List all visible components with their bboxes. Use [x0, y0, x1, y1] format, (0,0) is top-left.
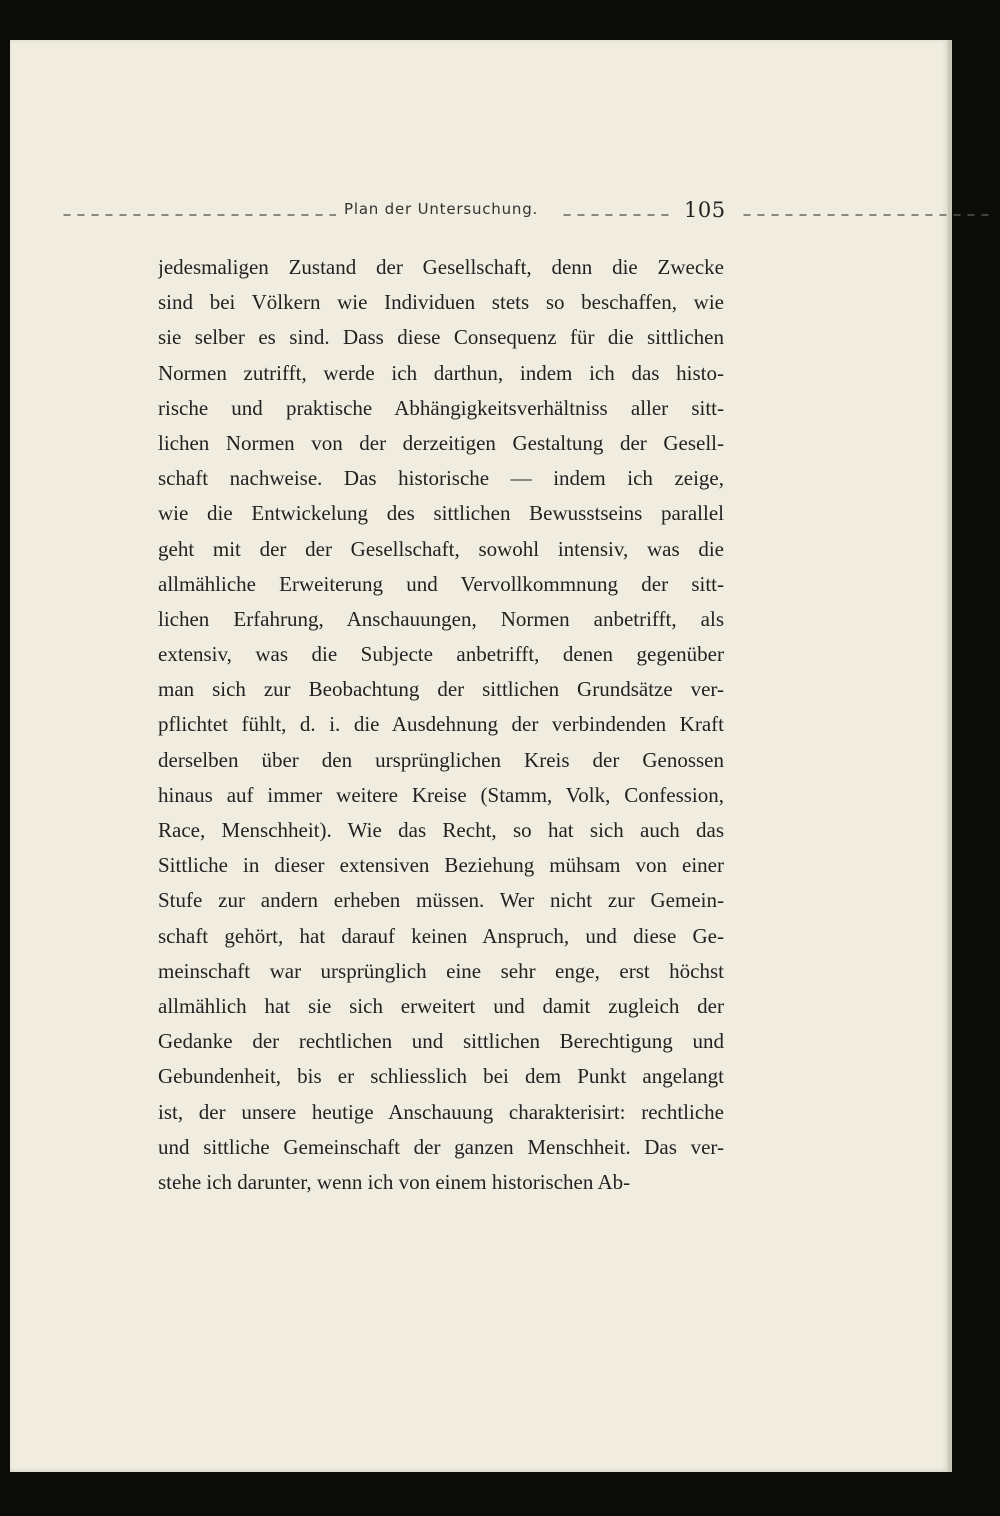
- text-line: Sittliche in dieser extensiven Beziehung mühsam von einer: [158, 853, 724, 878]
- scan-dotted-line-right: [740, 214, 990, 216]
- page-number: 105: [684, 198, 726, 222]
- text-line: schaft nachweise. Das historische — indem ich zeige,: [158, 466, 724, 491]
- text-line: meinschaft war ursprünglich eine sehr enge, erst höchst: [158, 958, 724, 983]
- text-line: pflichtet fühlt, d. i. die Ausdehnung der verbindenden Kraft: [158, 712, 724, 737]
- text-line: Gedanke der rechtlichen und sittlichen Berechtigung und: [158, 1029, 724, 1054]
- text-line: sie selber es sind. Dass diese Consequenz für die sittlichen: [158, 325, 724, 350]
- text-line: allmählich hat sie sich erweitert und damit zugleich der: [158, 993, 724, 1018]
- text-line: Gebundenheit, bis er schliesslich bei dem Punkt angelangt: [158, 1064, 724, 1089]
- running-head: Plan der Untersuchung.: [344, 200, 539, 218]
- text-line: rische und praktische Abhängigkeitsverhältniss aller sitt-: [158, 395, 724, 420]
- text-line: ist, der unsere heutige Anschauung charakterisirt: rechtliche: [158, 1099, 724, 1124]
- text-line: Race, Menschheit). Wie das Recht, so hat sich auch das: [158, 818, 724, 842]
- text-line: jedesmaligen Zustand der Gesellschaft, denn die Zwecke: [158, 255, 724, 279]
- scan-dotted-line-left: [60, 214, 336, 216]
- text-line: und sittliche Gemeinschaft der ganzen Menschheit. Das ver-: [158, 1134, 724, 1159]
- text-line: schaft gehört, hat darauf keinen Anspruch, und diese Ge-: [158, 923, 724, 948]
- scan-dotted-line-middle: [560, 214, 672, 216]
- text-line: allmähliche Erweiterung und Vervollkommnung der sitt-: [158, 571, 724, 596]
- text-line: lichen Erfahrung, Anschauungen, Normen anbetrifft, als: [158, 606, 724, 631]
- text-line: geht mit der der Gesellschaft, sowohl intensiv, was die: [158, 536, 724, 561]
- page-edge: [948, 40, 952, 1472]
- body-text: [158, 250, 724, 1200]
- text-line: wie die Entwickelung des sittlichen Bewusstseins parallel: [158, 501, 724, 526]
- text-line: Stufe zur andern erheben müssen. Wer nicht zur Gemein-: [158, 888, 724, 913]
- text-line: hinaus auf immer weitere Kreise (Stamm, Volk, Confession,: [158, 782, 724, 807]
- text-line: man sich zur Beobachtung der sittlichen Grundsätze ver-: [158, 677, 724, 702]
- text-line: extensiv, was die Subjecte anbetrifft, denen gegenüber: [158, 642, 724, 667]
- text-line: Normen zutrifft, werde ich darthun, indem ich das histo-: [158, 360, 724, 385]
- text-line: stehe ich darunter, wenn ich von einem historischen Ab-: [158, 1169, 631, 1194]
- text-line: lichen Normen von der derzeitigen Gestaltung der Gesell-: [158, 430, 724, 455]
- text-line: sind bei Völkern wie Individuen stets so beschaffen, wie: [158, 290, 724, 315]
- text-line: derselben über den ursprünglichen Kreis der Genossen: [158, 747, 724, 772]
